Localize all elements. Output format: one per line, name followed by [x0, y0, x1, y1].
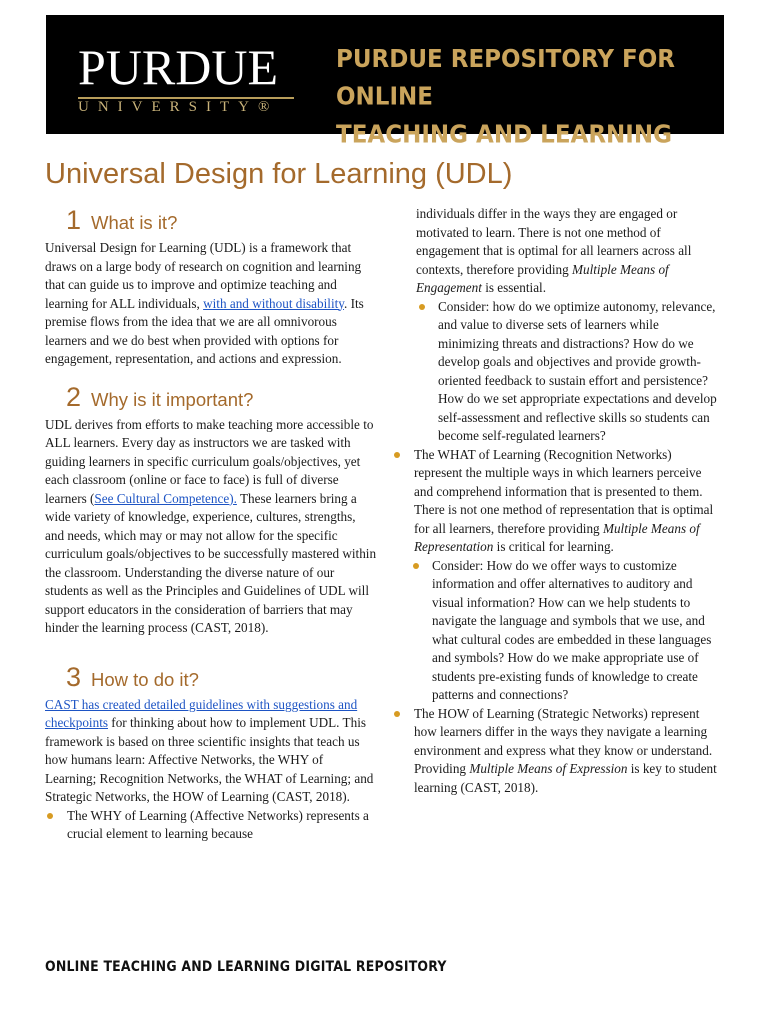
list-item-what: The WHAT of Learning (Recognition Networks) represent the multiple ways in which learners perceive and comprehend information that is presented to them. There is not one method of representation that is optimal for all learners, therefore providing Multiple Means of Representation is critical for learning.	[392, 446, 720, 557]
why-sublist	[392, 298, 720, 446]
what-sublist	[392, 557, 720, 705]
section-title: How to do it?	[91, 668, 199, 690]
section-heading-what	[45, 205, 377, 238]
logo-wordmark: PURDUE	[78, 39, 279, 95]
list-item-why: The WHY of Learning (Affective Networks) represents a crucial element to learning because	[45, 807, 377, 844]
section-heading-how	[45, 662, 377, 695]
learning-networks-list-cont2	[392, 705, 720, 798]
section-number: 1	[66, 205, 82, 235]
cultural-competence-link[interactable]: See Cultural Competence).	[94, 490, 237, 506]
page-footer: ONLINE TEACHING AND LEARNING DIGITAL REPOSITORY	[45, 958, 447, 975]
section-paragraph-why: UDL derives from efforts to make teaching more accessible to ALL learners. Every day as instructors we are tasked with guiding learners in specific curriculum goals/objectives, yet each classroom (online or face to face) is full of diverse learners (See Cultural Competence). These learners bring a wide variety of knowledge, experience, cultures, strengths, and needs, which may or may not allow for the specific curriculum goals/objectives to be successfully mastered within the classroom. Understanding the diverse nature of our students as well as the Principles and Guidelines of UDL will support educators in the consideration of barriers that may hinder the learning process (CAST, 2018).	[45, 416, 377, 635]
left-column	[45, 205, 377, 844]
right-column	[392, 205, 720, 797]
section-title: What is it?	[91, 212, 178, 233]
section-title: Why is it important?	[91, 388, 254, 410]
section-paragraph-how: CAST has created detailed guidelines with suggestions and checkpoints for thinking about how to implement UDL. This framework is based on three scientific insights that teach us how humans learn: Affective Networks, the WHY of Learning; Recognition Networks, the WHAT of Learning; and Strategic Networks, the HOW of Learning (CAST, 2018).	[45, 696, 374, 804]
section-number: 2	[66, 381, 82, 412]
section-heading-why	[45, 382, 377, 415]
header-banner	[46, 15, 724, 149]
purdue-logo	[78, 41, 294, 113]
banner-title-line2: TEACHING AND LEARNING	[336, 120, 672, 149]
learning-networks-list-cont	[392, 446, 720, 557]
banner-title	[336, 41, 726, 154]
cast-guidelines-link[interactable]: CAST has created detailed guidelines with suggestions and checkpoints	[45, 696, 358, 730]
why-continuation: individuals differ in the ways they are engaged or motivated to learn. There is not one method of engagement that is optimal for all learners across all contexts, therefore providing Multiple Means of Engagement is essential.	[416, 206, 692, 295]
banner-title-line1: PURDUE REPOSITORY FOR ONLINE	[336, 45, 676, 112]
logo-subtitle: UNIVERSITY®	[78, 99, 279, 115]
list-subitem-why-consider: Consider: how do we optimize autonomy, relevance, and value to diverse sets of learners while minimizing threats and distractions? How do we develop goals and objectives and provide growth-oriented feedback to sustain effort and persistence? How do we set appropriate expectations and develop self-assessment and reflective skills so students can become self-regulated learners?	[416, 298, 720, 446]
section-paragraph-what: Universal Design for Learning (UDL) is a framework that draws on a large body of research on cognition and learning that can guide us to improve and optimize teaching and learning for ALL individuals, with and without disability. Its premise flows from the idea that we are all omnivorous learners and we do best when provided with options for engagement, representation, and actions and expression.	[45, 240, 364, 366]
disability-link[interactable]: with and without disability	[203, 295, 345, 311]
section-number: 3	[66, 661, 82, 692]
learning-networks-list	[45, 807, 377, 844]
list-item-how: The HOW of Learning (Strategic Networks) represent how learners differ in the ways they navigate a learning environment and express what they know or understand. Providing Multiple Means of Expression is key to student learning (CAST, 2018).	[392, 705, 720, 798]
document-title: Universal Design for Learning (UDL)	[45, 158, 513, 190]
list-subitem-what-consider: Consider: How do we offer ways to customize information and offer alternatives to auditory and visual information? How can we help students to navigate the language and symbols that we use, and what cultural codes are embedded in these languages and symbols? How do we make appropriate use of students pre-existing funds of knowledge to create patterns and connections?	[410, 557, 720, 705]
